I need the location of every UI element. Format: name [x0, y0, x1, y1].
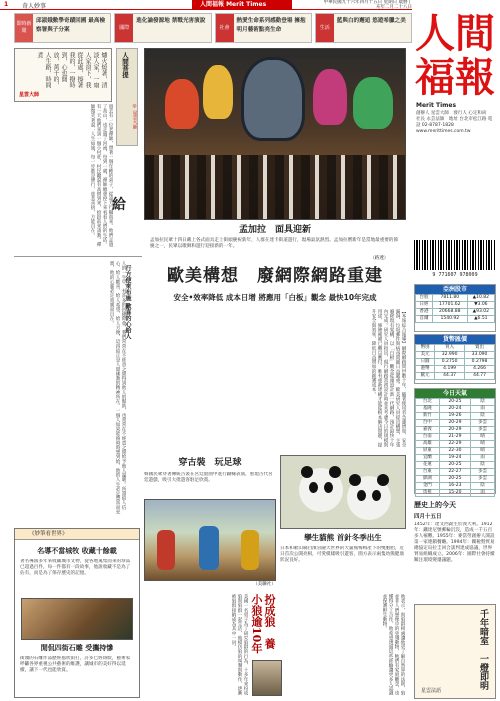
teaser-text: 邱淑娥數學奇蹟回國 最高檢察署與子分案 [36, 18, 106, 33]
stock-table [414, 284, 496, 332]
main-headline[interactable]: 歐美構想 廢網際網路重建 [167, 266, 383, 286]
bottom-text-right: 他表示，與狼群相處讓他更了解自然界的法則，狼並非人們想像中的兇殘動物，牠們有家庭觀念，也懂得分工合作，他希望透過這些經驗讓更多人認識並保護野生動物。 [382, 594, 405, 696]
cell: 歐元 [416, 373, 435, 380]
cell: 0.2750 [435, 359, 465, 366]
cell: 20-25 [439, 462, 471, 469]
cell: 17701.62 [432, 302, 467, 309]
cell: 多雲 [471, 476, 495, 483]
figure-shape [241, 530, 259, 570]
history-text: 1452年：達文西誕生於義大利。1912年：鐵達尼號郵輪沉沒，造成一千五百多人罹難。1955年：麥當勞創辦人開設第一家連鎖餐廳。1994年：關稅暨貿易總協定烏拉圭回合談判達成協議，世界貿易組織成立。2006年：國際社會持續關注環境變遷議題。 [414, 522, 495, 563]
poem-author: 星雲大師 [19, 92, 40, 98]
cell: 22-29 [439, 441, 471, 448]
cell: 20668.88 [432, 309, 467, 316]
history-box [414, 500, 496, 600]
quote-box [414, 604, 496, 699]
mask-shape [203, 65, 233, 119]
teaser-tag: 生活 [316, 14, 334, 42]
cell: 多雲 [471, 469, 495, 476]
cell: 賣出 [465, 345, 495, 352]
cell: 高雄 [416, 441, 440, 448]
promo-title-1[interactable]: 名導不當城牧 收藏十餘載 [37, 547, 117, 555]
fx-title: 貨幣匯價 [415, 335, 495, 344]
column-title: 人間菩提 [121, 52, 129, 78]
teaser-tag: 國際 [115, 14, 133, 42]
table-row [416, 441, 495, 448]
table-row [416, 455, 495, 462]
panda-ear [329, 466, 341, 478]
poem-text: 爐火燒著，清淡人家，一扇人家窗下，我從此處，擦著我的，一撥時到，心也開放，萬千的，人生路，時間煮 [36, 52, 107, 88]
table-row [416, 462, 495, 469]
panda-story [280, 455, 406, 591]
cell: 基隆 [416, 406, 440, 413]
cell: 馬祖 [416, 490, 440, 497]
costume-text: 韓國民眾穿著傳統古裝在宮廷庭園中進行蹴鞠表演，重現古代宮廷遊戲，吸引大批遊客駐足欣賞。 [144, 472, 273, 483]
column-article [14, 104, 137, 254]
mask-shape [313, 69, 347, 125]
poem-box [14, 48, 112, 102]
cell: 台東 [416, 469, 440, 476]
cell: 1540.92 [432, 316, 467, 323]
main-story-body [144, 305, 406, 451]
cell: 首爾 [416, 316, 433, 323]
bottom-text-left: 美國一名男子為了研究狼群的行為，十多年來扮成狼與狼群一起生活，他模仿狼的叫聲與動作，逐漸被狼群接納成為其中一員。 [231, 594, 248, 696]
cell: 16-23 [439, 483, 471, 490]
cell: 雨 [471, 406, 495, 413]
promo-title-2[interactable]: 閒侃四街石雕 受攜持慘 [40, 644, 114, 652]
cell: 幣別 [416, 345, 435, 352]
cell: 晴 [471, 434, 495, 441]
costume-story [144, 455, 276, 591]
panda-ear [349, 474, 361, 486]
cell: 澎湖 [416, 476, 440, 483]
table-row [416, 434, 495, 441]
bottom-headline[interactable]: 扮成狼 養小狼逾10年 [250, 594, 276, 654]
cell: 嘉義 [416, 427, 440, 434]
panda-eye [309, 482, 318, 493]
table-row [416, 366, 495, 373]
table-row [416, 413, 495, 420]
cell: 20-29 [439, 420, 471, 427]
table-row [416, 373, 495, 380]
left-lower-article [14, 256, 142, 522]
figure-shape [157, 530, 175, 570]
cell: 花蓮 [416, 462, 440, 469]
cell: 20-25 [439, 476, 471, 483]
barcode-bars [414, 240, 496, 270]
panda-eye [372, 490, 381, 501]
table-row [416, 345, 495, 352]
cell: 20-24 [439, 406, 471, 413]
costume-title[interactable]: 穿古裝 玩足球 [178, 458, 242, 468]
table-row [416, 295, 495, 302]
stock-title: 亞洲股市 [415, 285, 495, 294]
teaser-text: 進化論發源地 禁戰光害演說 [136, 18, 206, 24]
cell: ▼3.06 [467, 302, 494, 309]
cell: 44.77 [465, 373, 495, 380]
cell: 金門 [416, 483, 440, 490]
masthead-info: 創辦人 星雲大師 發行人 心定和尚 社長 永芸法師 地址 台北市松江路 電話 02-8787-1828 www.merittimes.com.tw [416, 111, 493, 134]
panda-eye [357, 490, 366, 501]
fx-rows [415, 344, 495, 380]
table-row [416, 483, 495, 490]
cell: 台南 [416, 434, 440, 441]
cell: 晴 [471, 441, 495, 448]
table-row [416, 316, 495, 323]
cell: 港幣 [416, 366, 435, 373]
cell: 陰 [471, 483, 495, 490]
cell: 宜蘭 [416, 455, 440, 462]
weather-table [414, 388, 496, 494]
weather-title: 今日天氣 [415, 389, 495, 398]
quote-text: 千年暗室 一燈即明 [478, 609, 488, 690]
cell: 台股 [416, 295, 433, 302]
cell: 台北 [416, 399, 440, 406]
side-strip [124, 265, 138, 503]
figure-shape [199, 526, 219, 570]
section-name: 奇人妙事 [22, 3, 47, 10]
fx-table [414, 334, 496, 384]
bottom-story-right [287, 594, 405, 698]
costume-credit: （美聯社） [253, 582, 276, 587]
cell: 香港 [416, 309, 433, 316]
teaser-item[interactable] [114, 13, 211, 43]
teaser-tag: 即時新聞 [15, 14, 33, 42]
cell: ▲6.51 [467, 316, 494, 323]
cell: 22-30 [439, 448, 471, 455]
cell: 雨 [471, 455, 495, 462]
weather-rows [415, 398, 495, 497]
panda-photo [280, 455, 406, 529]
masthead-english: Merit Times [416, 102, 457, 109]
cell: 多雲 [471, 427, 495, 434]
top-bar [0, 0, 412, 10]
bottom-photo [252, 660, 282, 696]
history-date: 四月十五日 [414, 514, 442, 520]
cell: 日圓 [416, 359, 435, 366]
table-row [416, 469, 495, 476]
cell: 多雲 [471, 420, 495, 427]
cell: 44.37 [435, 373, 465, 380]
teaser-text: 藍與白的邂逅 悠遊希臘之美 [336, 18, 406, 24]
gift-character: 給 [112, 197, 126, 213]
photo-text: 孟加拉民眾十四日戴上各式面具走上街頭慶祝新年，人群在達卡街道遊行，現場氣氛熱烈。孟加拉曆新年是當地最重要的節慶之一，民眾以歌舞和遊行迎接新的一年。 [150, 238, 399, 249]
table-row [416, 352, 495, 359]
panda-eye [324, 482, 333, 493]
promo-box [14, 528, 140, 698]
column-body: 過去有一位老禪師，帶著一個年輕的弟子，從遠方行腳而來。他們走過了高山，也走過了河流，每到一處，禪師總會停下來看看人們的生活。有一天他們來到一個小村莊，村民聽說有高僧到來，紛紛前來請教。禪師微笑著說：人生如旅，每一步都是修行，慈悲喜捨，方能自在。 [90, 104, 113, 247]
cell: 20-29 [439, 427, 471, 434]
cell: 15-20 [439, 490, 471, 497]
cell: 0.2798 [465, 359, 495, 366]
main-photo [144, 48, 406, 220]
table-row [416, 490, 495, 497]
masthead-logo [412, 12, 498, 100]
cell: 陰 [471, 399, 495, 406]
cell: 新竹 [416, 413, 440, 420]
table-row [416, 399, 495, 406]
barcode-number: 9 771607 978009 [432, 272, 478, 278]
main-subhead: 安全•效率降低 成本日增 將應用「白板」觀念 最快10年完成 [173, 293, 377, 302]
table-row [416, 406, 495, 413]
cell: 21-29 [439, 434, 471, 441]
brand-strip: 人間福報 Merit Times [192, 0, 292, 10]
cell: 買入 [435, 345, 465, 352]
logo-line: 人間 [415, 10, 495, 57]
promo-text-2: 街頭的石雕作品歷經風吹雨打，許多已經斑駁，藝術家呼籲各界重視公共藝術的維護，讓城市的美好得以延續，讓下一代也能欣賞。 [20, 656, 131, 673]
logo-line: 福報 [415, 54, 495, 101]
cell: 20-25 [439, 399, 471, 406]
date-line: 中華民國九十六年四月十五日 星期日 農曆丁亥年二月二十八日 [323, 0, 412, 10]
stock-rows [415, 294, 495, 323]
panda-text: 日本和歌山縣白濱冒險大世界的大貓熊梅梅產下的雙胞胎，近日首次公開亮相，可愛模樣吸引遊客，園方表示兩隻幼熊健康狀況良好。 [280, 546, 405, 563]
panda-ear [301, 466, 313, 478]
promo-text-1: 著名導演多年來收藏城市文物，從各地蒐集而來的珍品已超過百件，每一件都有一段故事，他說收藏不是為了佔有，而是為了保存歷史的記憶。 [20, 559, 131, 576]
left-lower-body: 人的一生中，有許多的因緣際會，我們常常在不經意之間得到他人的幫助，也常常在不經意之間給予他人溫暖。所謂給人信心、給人歡喜、給人希望、給人方便，這四給正是人間佛教的精神所在。一個人如果能夠時時想到給，他的人生必定豐富而充實，他的心靈必定寬廣而自在。 [109, 261, 126, 514]
cell: 晴 [471, 448, 495, 455]
cell: 4.199 [435, 366, 465, 373]
panda-title[interactable]: 孿生貓熊 首針冬季出生 [304, 533, 382, 542]
main-story-text: 【本報綜合報導】網際網路問世數十年，隨著使用者急遽增加，安全漏洞、垃圾郵件與病毒問題日益嚴重。歐美研究人員提出構想，主張廢除現有架構，以「白板」觀念從頭設計新一代網路，預計最快十年內完成。研究人員指出，現行網路當初設計時並未考慮今日的規模與用途，修修補補已難以應付，唯有重新建構才能從根本解決問題，提升安全與效率，降低日益增加的維護成本。 [371, 309, 406, 447]
page-number: 1 [4, 1, 9, 8]
teaser-item[interactable] [14, 13, 111, 43]
cell: 台中 [416, 420, 440, 427]
cell: 19-26 [439, 413, 471, 420]
history-title: 歷史上的今天 [414, 501, 456, 509]
cell: 19-24 [439, 455, 471, 462]
quote-author: 星雲法語 [421, 688, 442, 694]
cell: 7811.80 [432, 295, 467, 302]
cell: 美元 [416, 352, 435, 359]
table-row [416, 427, 495, 434]
cell: 日經 [416, 302, 433, 309]
side-strip-text: 行方便來布施 歡喜的心給人 [124, 265, 131, 340]
table-row [416, 302, 495, 309]
cell: ▲93.02 [467, 309, 494, 316]
teaser-item[interactable] [315, 13, 412, 43]
cell: 33.090 [465, 352, 495, 359]
mask-shape [241, 57, 305, 141]
table-row [416, 448, 495, 455]
table-row [416, 309, 495, 316]
bottom-story-left [144, 594, 248, 698]
table-row [416, 476, 495, 483]
cell: 陰 [471, 462, 495, 469]
mask-shape [353, 77, 393, 129]
crowd [145, 155, 405, 219]
masthead [412, 12, 498, 180]
teaser-row [14, 13, 412, 43]
teaser-item[interactable] [215, 13, 312, 43]
cell: 4.266 [465, 366, 495, 373]
table-row [416, 359, 495, 366]
table-row [416, 420, 495, 427]
promo-header: 《妙筆看世界》 [15, 529, 139, 540]
photo-caption: 孟加拉 面具迎新 [238, 225, 311, 235]
mask-shape [165, 79, 199, 129]
promo-image [21, 598, 133, 640]
teaser-tag: 社會 [216, 14, 234, 42]
cell: 雨 [471, 490, 495, 497]
cell: 32.990 [435, 352, 465, 359]
teaser-text: 熱愛生命系列感動登場 擁抱明月藝術點亮生命 [236, 18, 306, 33]
cell: 屏東 [416, 448, 440, 455]
cell: 22-27 [439, 469, 471, 476]
column-byline: ◎ 星雲大師 [132, 104, 137, 129]
cell: 陰 [471, 413, 495, 420]
cell: ▲10.82 [467, 295, 494, 302]
photo-credit: （路透） [370, 256, 389, 261]
panda-ear [377, 474, 389, 486]
costume-photo [144, 499, 276, 581]
barcode [414, 240, 496, 280]
